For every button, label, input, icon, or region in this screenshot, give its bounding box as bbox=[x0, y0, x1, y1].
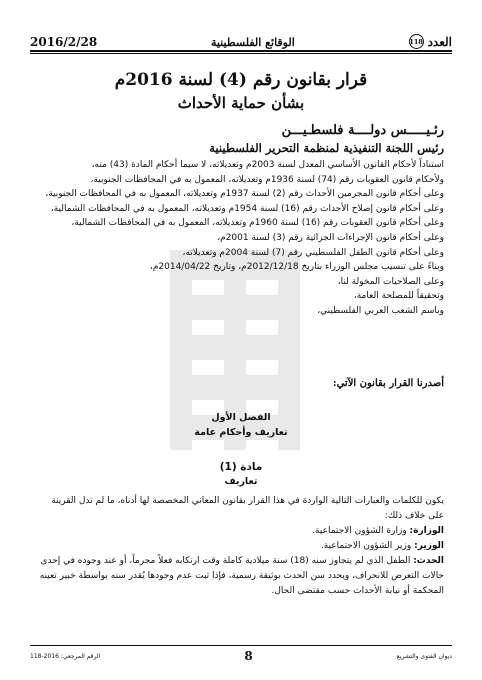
issuance-statement: أصدرنا القرار بقانون الآتي: bbox=[332, 378, 444, 389]
footer-divider bbox=[30, 645, 452, 646]
article-heading bbox=[30, 460, 452, 488]
document-title bbox=[30, 68, 452, 114]
definition-item bbox=[38, 539, 444, 554]
page-footer bbox=[30, 648, 452, 664]
preamble-line: وعلى أحكام قانون إصلاح الأحداث رقم (16) لسنة 1954م وتعديلاته، المعمول به في المحافظات الشمالية، bbox=[50, 203, 444, 214]
footer-source: ديوان الفتوى والتشريع bbox=[396, 652, 452, 660]
title-line-2: بشأن حماية الأحداث bbox=[177, 94, 305, 112]
president-block bbox=[209, 123, 444, 157]
preamble-line: وتحقيقاً للمصلحة العامة، bbox=[353, 291, 444, 302]
preamble-line: وبناءً على تنسيب مجلس الوزراء بتاريخ 2012/12/18م، وتاريخ 2014/04/22م، bbox=[149, 262, 444, 273]
preamble-line: وعلى أحكام قانون الإجراءات الجزائية رقم (3) لسنة 2001م، bbox=[217, 232, 444, 243]
footer-reference: الرقم المرجعي: 2016-118 bbox=[30, 652, 101, 660]
publication-name: الوقائع الفلسطينية bbox=[211, 36, 295, 49]
page-number: 8 bbox=[244, 649, 253, 663]
preamble-line: وعلى أحكام قانون المجرمين الأحداث رقم (2) لسنة 1937م وتعديلاته، المعمول به في المحافظات الجنوبية، bbox=[45, 189, 444, 200]
issue-date: 2016/2/28 bbox=[30, 35, 98, 49]
chapter-label: الفصل الأول bbox=[211, 412, 271, 423]
issue-number-badge: 118 bbox=[409, 34, 424, 49]
preamble-line: وعلى الصلاحيات المخولة لنا، bbox=[337, 276, 444, 287]
chapter-heading bbox=[30, 410, 452, 440]
definition-text: وزارة الشؤون الاجتماعية. bbox=[312, 526, 410, 536]
preamble-line: وباسم الشعب العربي الفلسطيني، bbox=[317, 305, 444, 316]
preamble-line: وعلى أحكام قانون العقوبات رقم (16) لسنة 1960م وتعديلاته، المعمول به في المحافظات الشمالية، bbox=[71, 218, 444, 229]
issue-info bbox=[409, 34, 452, 49]
issue-label: العدد bbox=[427, 34, 452, 49]
definition-text: وزير الشؤون الاجتماعية. bbox=[320, 541, 415, 551]
header-divider bbox=[30, 50, 452, 52]
article-number: مادة (1) bbox=[219, 461, 263, 473]
header-divider-thin bbox=[30, 53, 452, 54]
definition-item bbox=[38, 524, 444, 539]
preamble-line: وعلى أحكام قانون الطفل الفلسطيني رقم (7) لسنة 2004م وتعديلاته، bbox=[182, 247, 444, 258]
article-title: تعاريف bbox=[224, 476, 258, 487]
preamble-line: استناداً لأحكام القانون الأساسي المعدل لسنة 2003م وتعديلاته، لا سيما أحكام المادة (43) منه، bbox=[91, 160, 444, 170]
title-line-1: قرار بقانون رقم (4) لسنة 2016م bbox=[114, 70, 368, 90]
definition-term: الحدث: bbox=[413, 556, 444, 566]
definitions bbox=[38, 494, 444, 599]
definition-term: الوزارة: bbox=[409, 526, 444, 536]
definition-item bbox=[38, 554, 444, 599]
plo-title: رئيس اللجنة التنفيذية لمنظمة التحرير الفلسطينية bbox=[209, 141, 444, 155]
definition-term: الوزير: bbox=[414, 541, 444, 551]
chapter-title: تعاريف وأحكام عامة bbox=[194, 427, 288, 438]
definition-text: الطفل الذي لم يتجاوز سنه (18) سنة ميلادية كاملة وقت ارتكابه فعلاً مجرماً، أو عند وجوده في إحدى حالات التعرض للانحراف، ويحدد سن الحدث بوثيقة رسمية، فإذا ثبت عدم وجودها يُقدر سنه بواسطة خبير تعينه المحكمة أو نيابة الأحداث حسب مقتضى الحال. bbox=[39, 556, 444, 596]
president-title: رئـيـــــس دولــــة فلسطـيـــن bbox=[281, 123, 444, 138]
page-header bbox=[30, 25, 452, 49]
definitions-intro: يكون للكلمات والعبارات التالية الواردة في هذا القرار بقانون المعاني المخصصة لها أدناه، ما لم تدل القرينة على خلاف ذلك: bbox=[51, 496, 444, 521]
preamble-line: ولأحكام قانون العقوبات رقم (74) لسنة 1936م وتعديلاته، المعمول به في المحافظات الجنوبية، bbox=[90, 174, 444, 185]
preamble bbox=[38, 158, 444, 319]
